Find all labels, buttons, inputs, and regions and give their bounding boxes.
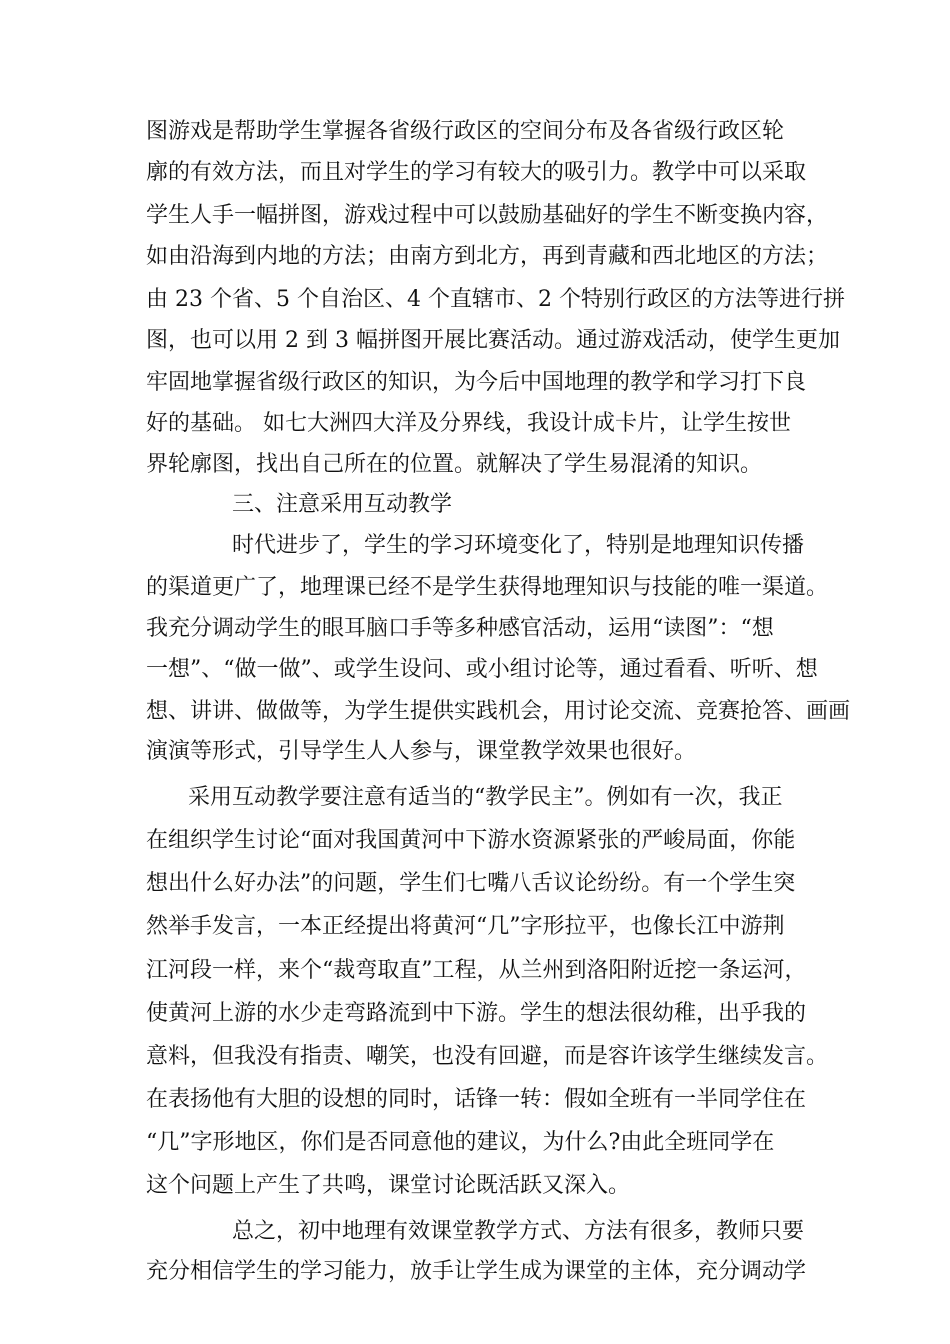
text-line: 演演等形式，引导学生人人参与，课堂教学效果也很好。 <box>146 739 697 764</box>
text-line: 江河段一样，来个“裁弯取直”工程，从兰州到洛阳附近挖一条运河， <box>146 958 807 983</box>
text-line: 充分相信学生的学习能力，放手让学生成为课堂的主体，充分调动学 <box>146 1259 807 1284</box>
text-line: 意料，但我没有指责、嘲笑，也没有回避，而是容许该学生继续发言。 <box>146 1044 829 1069</box>
text-line: 廓的有效方法，而且对学生的学习有较大的吸引力。教学中可以采取 <box>146 160 807 185</box>
text-line: 这个问题上产生了共鸣，课堂讨论既活跃又深入。 <box>146 1173 631 1198</box>
text-line: 想、讲讲、做做等，为学生提供实践机会，用讨论交流、竞赛抢答、画画 <box>146 699 851 724</box>
text-line: 一想”、“做一做”、或学生设问、或小组讨论等，通过看看、听听、想 <box>146 657 818 682</box>
text-line: 图游戏是帮助学生掌握各省级行政区的空间分布及各省级行政区轮 <box>146 119 785 144</box>
text-line: 牢固地掌握省级行政区的知识，为今后中国地理的教学和学习打下良 <box>146 370 807 395</box>
text-line: 时代进步了，学生的学习环境变化了，特别是地理知识传播 <box>232 533 805 558</box>
text-line: 在组织学生讨论“面对我国黄河中下游水资源紧张的严峻局面，你能 <box>146 828 796 853</box>
section-heading: 三、注意采用互动教学 <box>232 492 453 517</box>
text-line: 好的基础。 如七大洲四大洋及分界线，我设计成卡片，让学生按世 <box>146 411 791 436</box>
text-line: 我充分调动学生的眼耳脑口手等多种感官活动，运用“读图”：“想 <box>146 616 774 641</box>
text-line: 界轮廓图，找出自己所在的位置。就解决了学生易混淆的知识。 <box>146 452 763 477</box>
text-line: 的渠道更广了，地理课已经不是学生获得地理知识与技能的唯一渠道。 <box>146 575 829 600</box>
text-line: 图，也可以用 2 到 3 幅拼图开展比赛活动。通过游戏活动，使学生更加 <box>146 328 840 353</box>
text-line: 学生人手一幅拼图，游戏过程中可以鼓励基础好的学生不断变换内容， <box>146 203 829 228</box>
text-line: 在表扬他有大胆的设想的同时，话锋一转：假如全班有一半同学住在 <box>146 1087 807 1112</box>
text-line: 想出什么好办法”的问题，学生们七嘴八舌议论纷纷。有一个学生突 <box>146 871 796 896</box>
text-line: 如由沿海到内地的方法；由南方到北方，再到青藏和西北地区的方法； <box>146 244 829 269</box>
text-line: 采用互动教学要注意有适当的“教学民主”。例如有一次，我正 <box>188 785 783 810</box>
text-line: 使黄河上游的水少走弯路流到中下游。学生的想法很幼稚，出乎我的 <box>146 1001 807 1026</box>
text-line: 然举手发言，一本正经提出将黄河“几”字形拉平，也像长江中游荆 <box>146 914 785 939</box>
text-line: 总之，初中地理有效课堂教学方式、方法有很多，教师只要 <box>232 1219 805 1244</box>
text-line: 由 23 个省、5 个自治区、4 个直辖市、2 个特别行政区的方法等进行拼 <box>146 287 845 312</box>
text-line: “几”字形地区，你们是否同意他的建议，为什么?由此全班同学在 <box>146 1130 775 1155</box>
